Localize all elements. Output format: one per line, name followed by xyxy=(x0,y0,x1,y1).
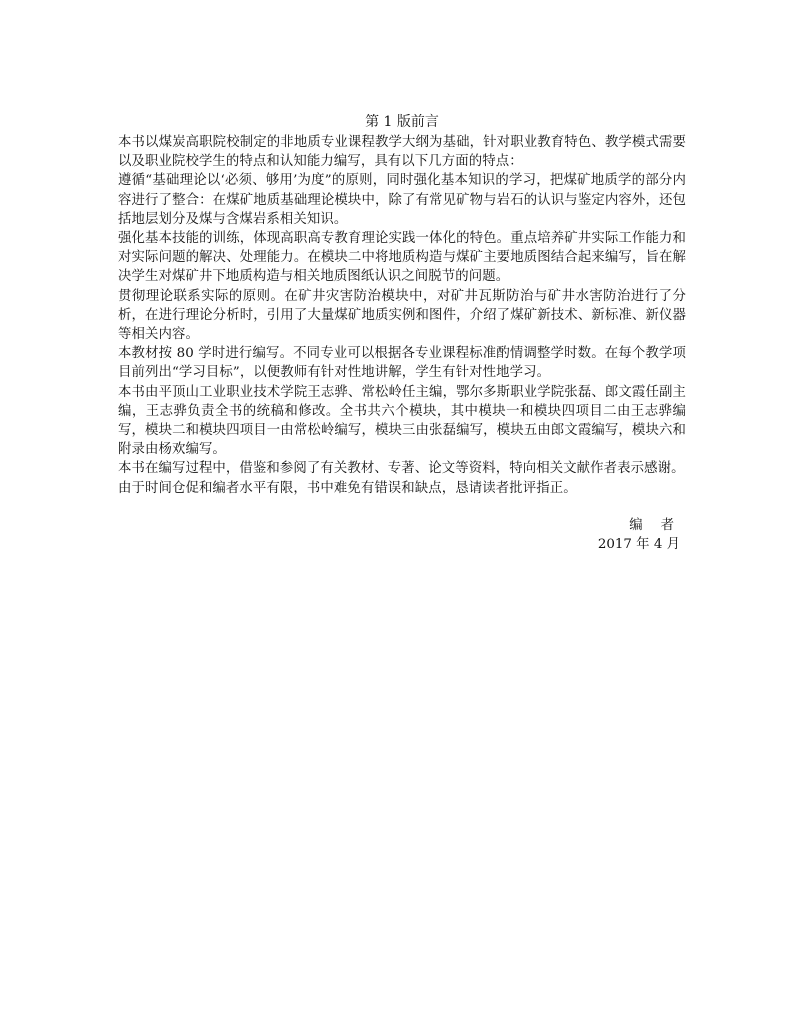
paragraph-intro: 本书以煤炭高职院校制定的非地质专业课程教学大纲为基础，针对职业教育特色、教学模式需要以及职业院校学生的特点和认知能力编写，具有以下几方面的特点： xyxy=(118,135,686,170)
signature-block xyxy=(118,516,692,555)
paragraph-thanks: 本书在编写过程中，借鉴和参阅了有关教材、专著、论文等资料，特向相关文献作者表示感谢。 xyxy=(118,461,685,477)
paragraph-authors: 本书由平顶山工业职业技术学院王志骅、常松岭任主编，鄂尔多斯职业学院张磊、郎文霞任副主编，王志骅负责全书的统稿和修改。全书共六个模块，其中模块一和模块四项目二由王志骅编写，模块二和模块四项目一由常松岭编写，模块三由张磊编写，模块五由郎文霞编写，模块六和附录由杨欢编写。 xyxy=(118,384,686,458)
paragraph-practice: 贯彻理论联系实际的原则。在矿井灾害防治模块中，对矿井瓦斯防治与矿井水害防治进行了分析，在进行理论分析时，引用了大量煤矿地质实例和图件，介绍了煤矿新技术、新标准、新仪器等相关内容。 xyxy=(118,288,686,343)
signature-editor: 编者 xyxy=(629,517,692,533)
paragraph-skills: 强化基本技能的训练，体现高职高专教育理论实践一体化的特色。重点培养矿井实际工作能力和对实际问题的解决、处理能力。在模块二中将地质构造与煤矿主要地质图结合起来编写，旨在解决学生对煤矿井下地质构造与相关地质图纸认识之间脱节的问题。 xyxy=(118,231,686,285)
preface-page xyxy=(118,112,692,555)
paragraph-hours: 本教材按 80 学时进行编写。不同专业可以根据各专业课程标准酌情调整学时数。在每个教学项目前列出“学习目标”，以便教师有针对性地讲解，学生有针对性地学习。 xyxy=(118,346,686,381)
page-title: 第 1 版前言 xyxy=(365,114,439,130)
paragraph-apology: 由于时间仓促和编者水平有限，书中难免有错误和缺点，恳请读者批评指正。 xyxy=(118,480,577,496)
signature-date: 2017 年 4 月 xyxy=(597,537,680,553)
paragraph-theory: 遵循“基础理论以‘必须、够用’为度”的原则，同时强化基本知识的学习，把煤矿地质学的部分内容进行了整合：在煤矿地质基础理论模块中，除了有常见矿物与岩石的认识与鉴定内容外，还包括地层划分及煤与含煤岩系相关知识。 xyxy=(118,173,686,227)
